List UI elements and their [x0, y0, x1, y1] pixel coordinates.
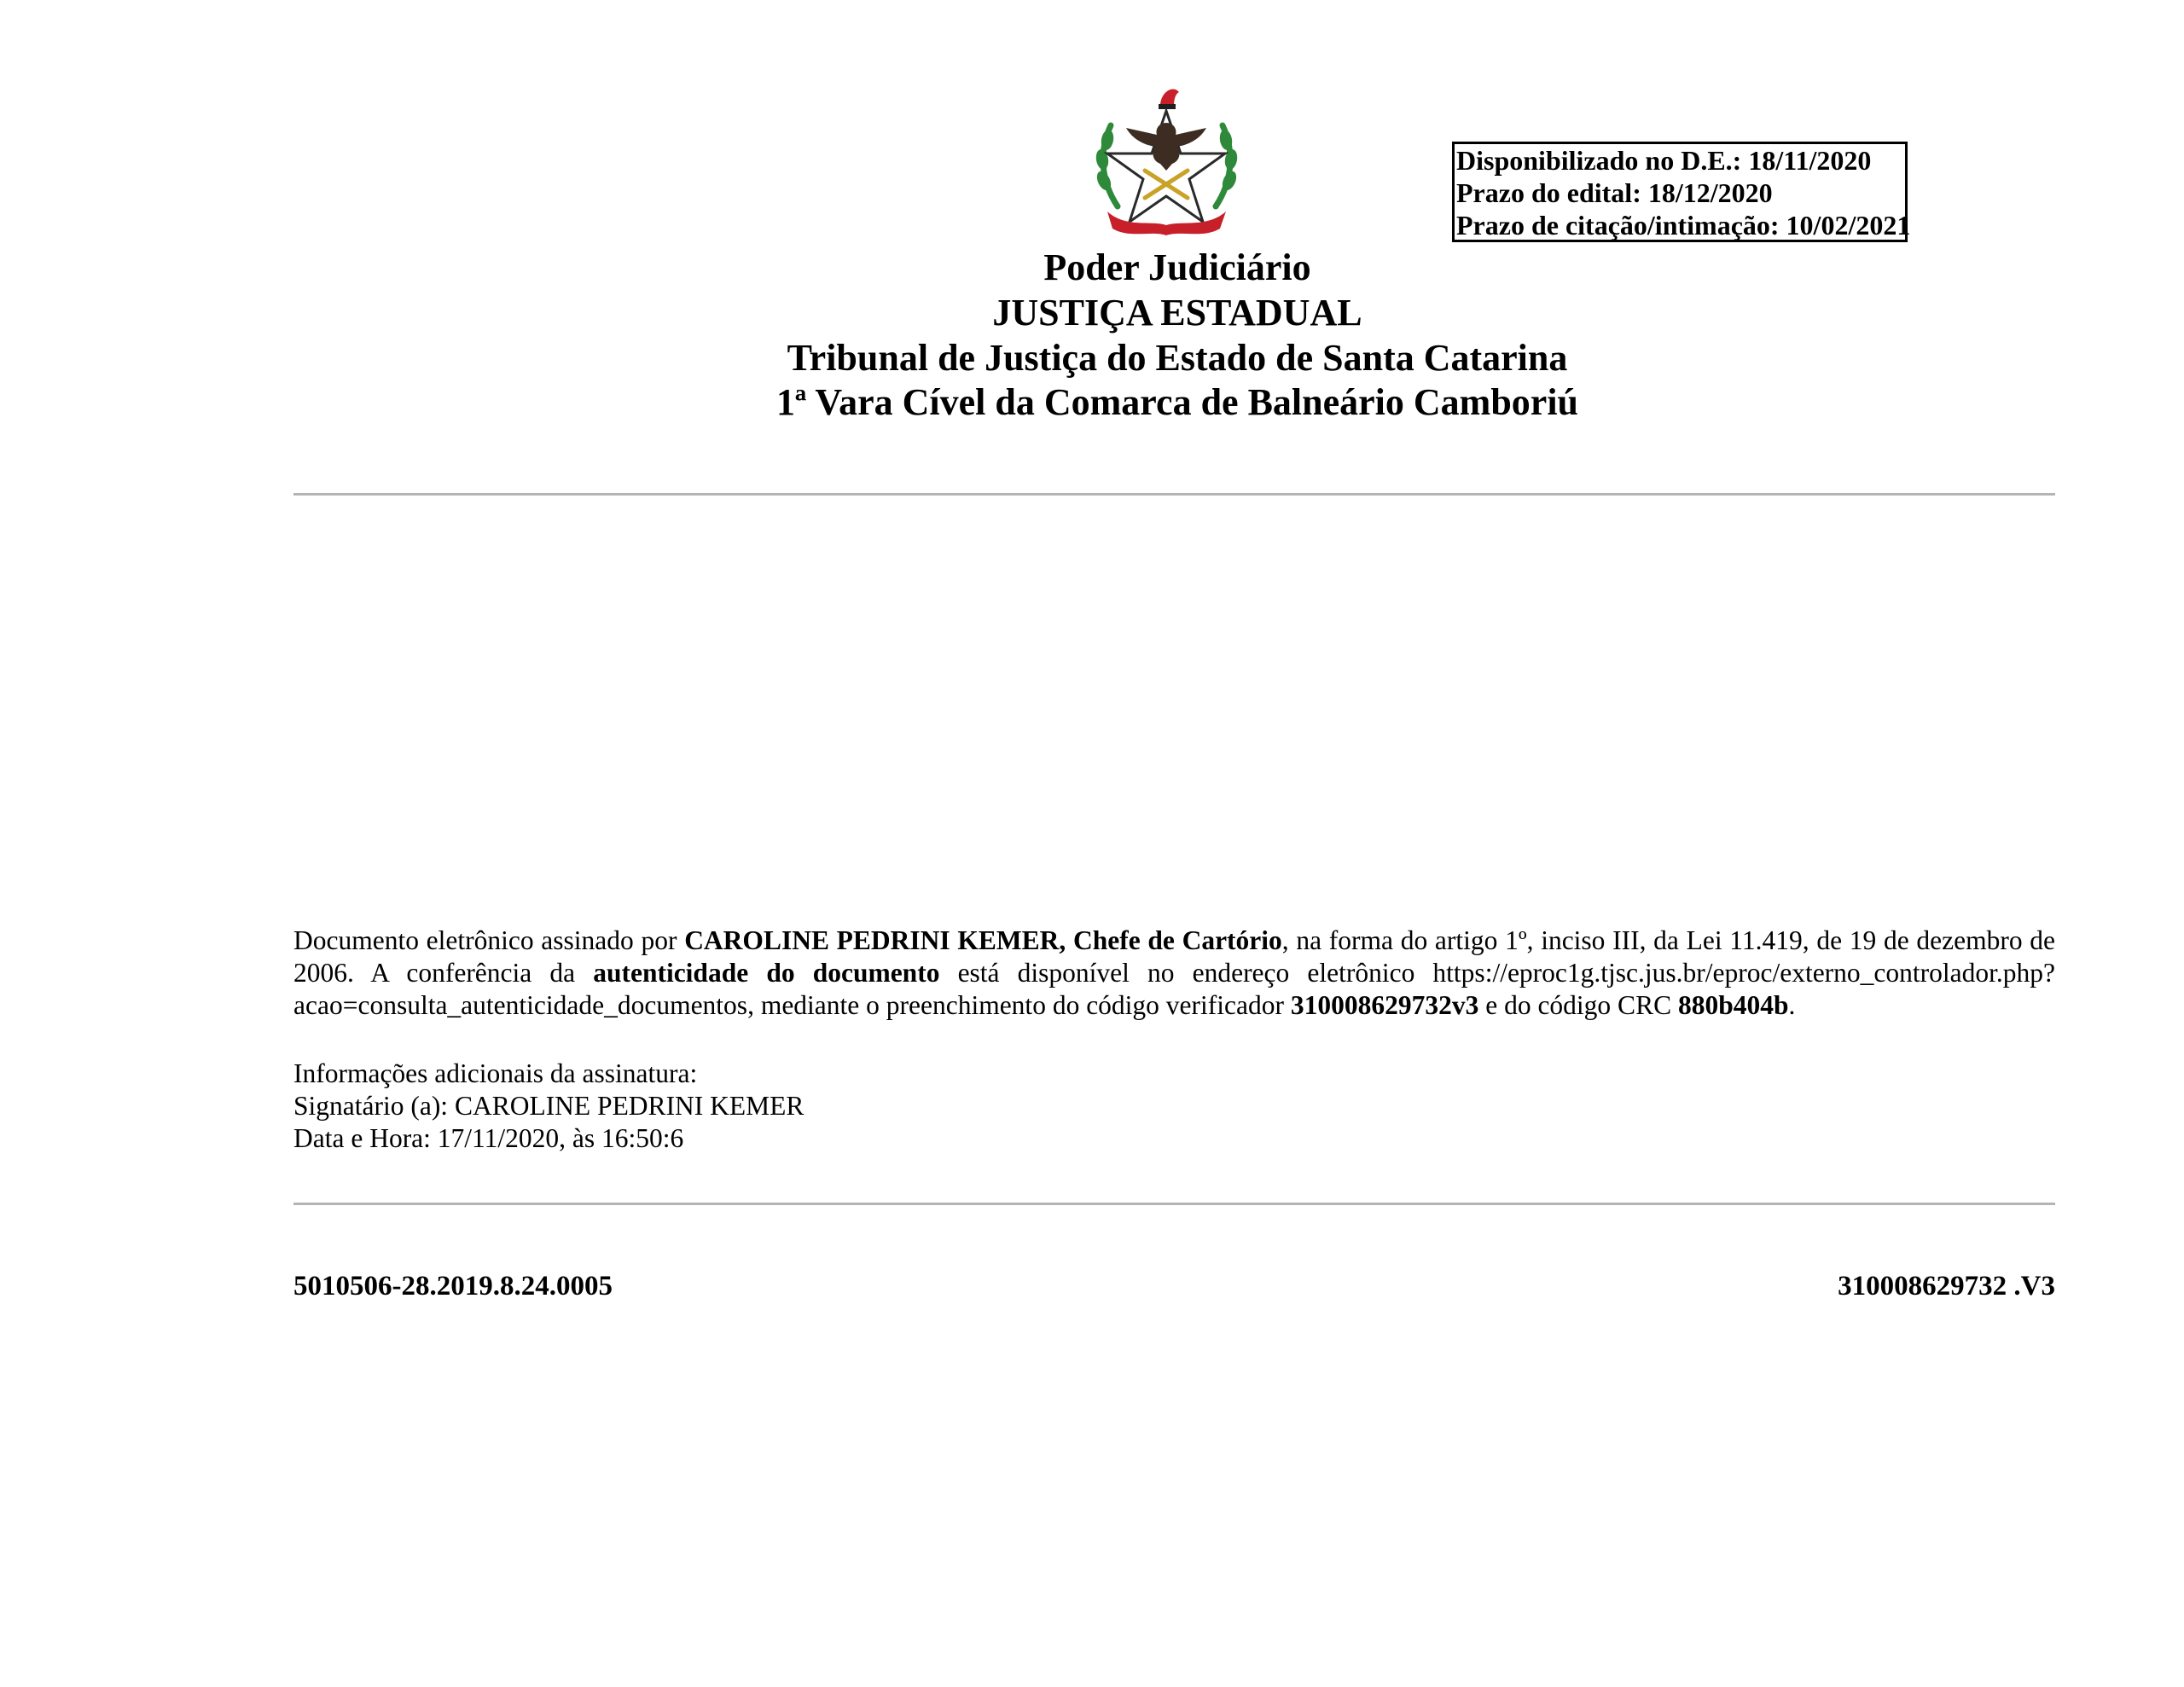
header-justice: JUSTIÇA ESTADUAL — [992, 292, 1362, 333]
header-court: 1ª Vara Cível da Comarca de Balneário Camboriú — [775, 381, 1579, 423]
signature-paragraph — [293, 925, 2055, 1022]
signature-text-1: Documento eletrônico assinado por — [293, 925, 685, 955]
signer-name: CAROLINE PEDRINI KEMER, Chefe de Cartório — [684, 925, 1282, 955]
citation-deadline: Prazo de citação/intimação: 10/02/2021 — [1456, 210, 1911, 241]
santa-catarina-coat-of-arms-icon — [1092, 78, 1241, 236]
publication-date: Disponibilizado no D.E.: 18/11/2020 — [1456, 145, 1872, 176]
crc-code: 880b404b — [1677, 990, 1789, 1020]
document-code: 310008629732 .V3 — [1838, 1271, 2055, 1301]
signature-text-3: está disponível no endereço eletrônico https://eproc1g.tjsc.jus.br/eproc/externo_controlador.php?acao=consulta_autenticidade_documentos, mediante o preenchimento do código verificador — [293, 958, 2055, 1020]
authenticity-label: autenticidade do documento — [593, 958, 940, 988]
signature-text-5: . — [1788, 990, 1796, 1020]
bottom-divider — [293, 1203, 2055, 1205]
additional-signature-info — [293, 1058, 804, 1155]
signatory-line: Signatário (a): CAROLINE PEDRINI KEMER — [293, 1091, 804, 1121]
process-number: 5010506-28.2019.8.24.0005 — [293, 1271, 613, 1301]
datetime-line: Data e Hora: 17/11/2020, às 16:50:6 — [293, 1123, 684, 1153]
additional-info-heading: Informações adicionais da assinatura: — [293, 1058, 698, 1088]
verifier-code: 310008629732v3 — [1290, 990, 1479, 1020]
signature-text-2: , na forma do artigo 1º, inciso III, da Lei 11.419, de 19 de dezembro de 2006. A conferência da — [293, 925, 2056, 988]
edict-deadline: Prazo do edital: 18/12/2020 — [1456, 177, 1773, 208]
publication-info-box — [1452, 142, 1911, 242]
signature-text-4: e do código CRC — [1478, 990, 1678, 1020]
header-power: Poder Judiciário — [1043, 246, 1311, 288]
top-divider — [293, 493, 2055, 496]
header-tribunal: Tribunal de Justiça do Estado de Santa Catarina — [787, 337, 1568, 379]
